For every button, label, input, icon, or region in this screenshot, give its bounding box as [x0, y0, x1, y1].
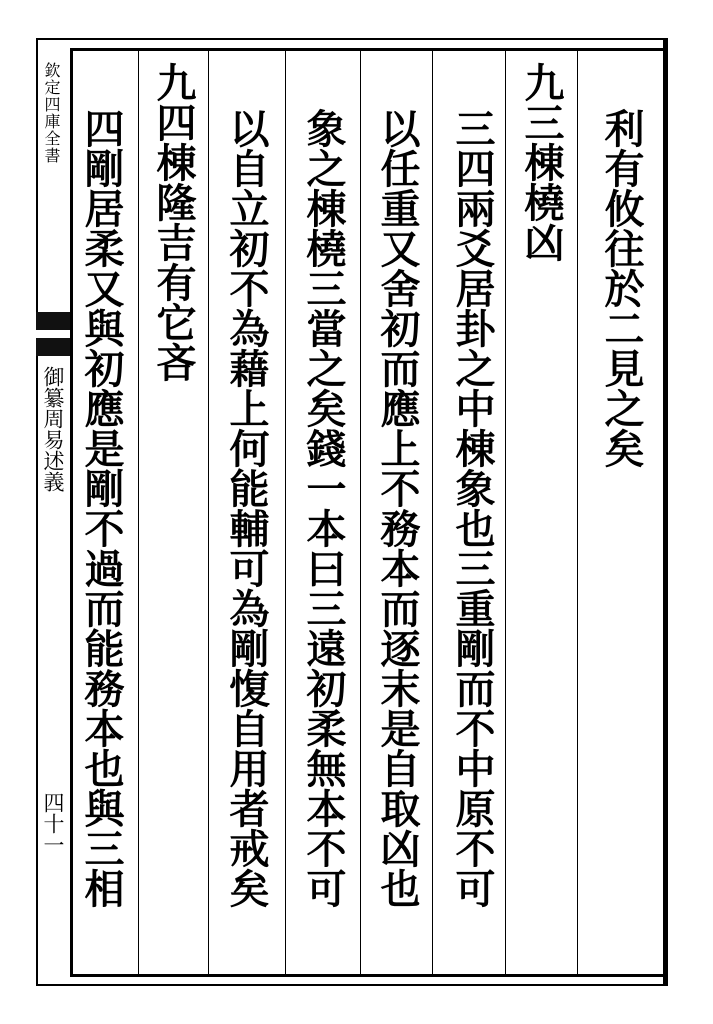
- text-column-2: 九三棟橈凶: [518, 62, 565, 262]
- column-divider: [285, 48, 286, 974]
- text-column-1: 利有攸往於二見之矣: [598, 108, 645, 468]
- margin-book-title: 御纂周易述義: [41, 366, 65, 492]
- text-column-7: 九四棟隆吉有它吝: [150, 62, 197, 382]
- frame-right-rule: [663, 38, 668, 986]
- text-column-4: 以任重又舍初而應上不務本而逐末是自取凶也: [374, 108, 421, 908]
- column-divider: [577, 48, 578, 974]
- margin-rule: [70, 48, 73, 976]
- column-divider: [432, 48, 433, 974]
- text-column-5: 象之棟橈三當之矣錢一本曰三遠初柔無本不可: [300, 108, 347, 908]
- text-column-3: 三四兩爻居卦之中棟象也三重剛而不中原不可: [449, 108, 496, 908]
- text-column-8: 四剛居柔又與初應是剛不過而能務本也與三相: [78, 108, 125, 908]
- frame-top-rule: [70, 48, 668, 51]
- column-divider: [505, 48, 506, 974]
- margin-page-number: 四十一: [41, 792, 65, 855]
- page-frame: [36, 38, 668, 986]
- margin-header: 欽定四庫全書: [42, 62, 61, 164]
- fishtail-notch: [36, 330, 70, 338]
- frame-bottom-rule: [70, 974, 668, 977]
- column-divider: [360, 48, 361, 974]
- text-column-6: 以自立初不為藉上何能輔可為剛愎自用者戒矣: [223, 108, 270, 908]
- column-divider: [208, 48, 209, 974]
- column-divider: [138, 48, 139, 974]
